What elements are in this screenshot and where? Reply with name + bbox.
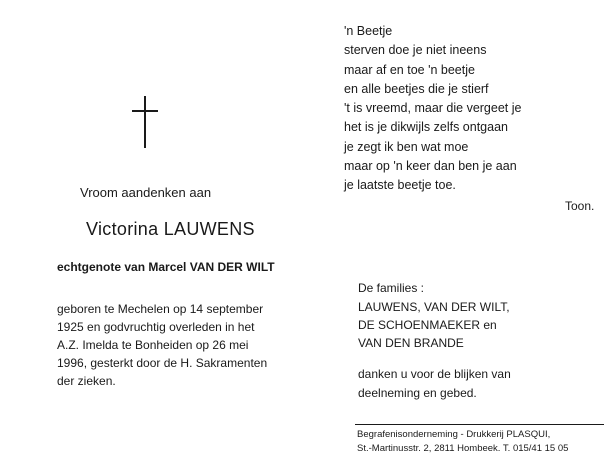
poem-line: het is je dikwijls zelfs ontgaan [344, 120, 508, 135]
poem-line: je zegt ik ben wat moe [344, 139, 469, 154]
thanks-line: danken u voor de blijken van [358, 367, 511, 381]
thanks-line: deelneming en gebed. [358, 386, 477, 400]
poem-line: sterven doe je niet ineens [344, 43, 487, 58]
poem [344, 22, 521, 196]
poem-line: 'n Beetje [344, 24, 393, 38]
footer-divider [355, 424, 604, 425]
poem-line: 't is vreemd, maar die vergeet je [344, 101, 522, 116]
footer-line: Begrafenisonderneming - Drukkerij PLASQUI, [357, 429, 551, 440]
cross-icon [130, 96, 160, 148]
spouse-line: echtgenote van Marcel VAN DER WILT [57, 260, 275, 274]
biography [57, 300, 272, 390]
bio-line: der zieken. [57, 374, 116, 388]
family-line: LAUWENS, VAN DER WILT, [358, 300, 510, 314]
family-line: VAN DEN BRANDE [358, 336, 464, 350]
thanks-text [358, 365, 511, 403]
memory-line: Vroom aandenken aan [80, 185, 212, 200]
families-label: De families : [358, 281, 425, 295]
poem-line: je laatste beetje toe. [344, 178, 456, 193]
footer-line: St.-Martinusstr. 2, 2811 Hombeek. T. 015/41 15 05 [357, 443, 569, 454]
poem-line: en alle beetjes die je stierf [344, 81, 489, 96]
deceased-name: Victorina LAUWENS [86, 219, 255, 239]
bio-line: A.Z. Imelda te Bonheiden op 26 mei [57, 338, 249, 352]
bio-line: geboren te Mechelen op 14 september [57, 302, 264, 316]
poem-line: maar af en toe 'n beetje [344, 62, 475, 77]
family-line: DE SCHOENMAEKER en [358, 318, 497, 332]
poem-author: Toon. [565, 199, 595, 213]
family-names [358, 298, 510, 352]
bio-line: 1925 en godvruchtig overleden in het [57, 320, 255, 334]
bio-line: 1996, gesterkt door de H. Sakramenten [57, 356, 268, 370]
poem-line: maar op 'n keer dan ben je aan [344, 159, 517, 174]
printer-footer [357, 428, 568, 456]
